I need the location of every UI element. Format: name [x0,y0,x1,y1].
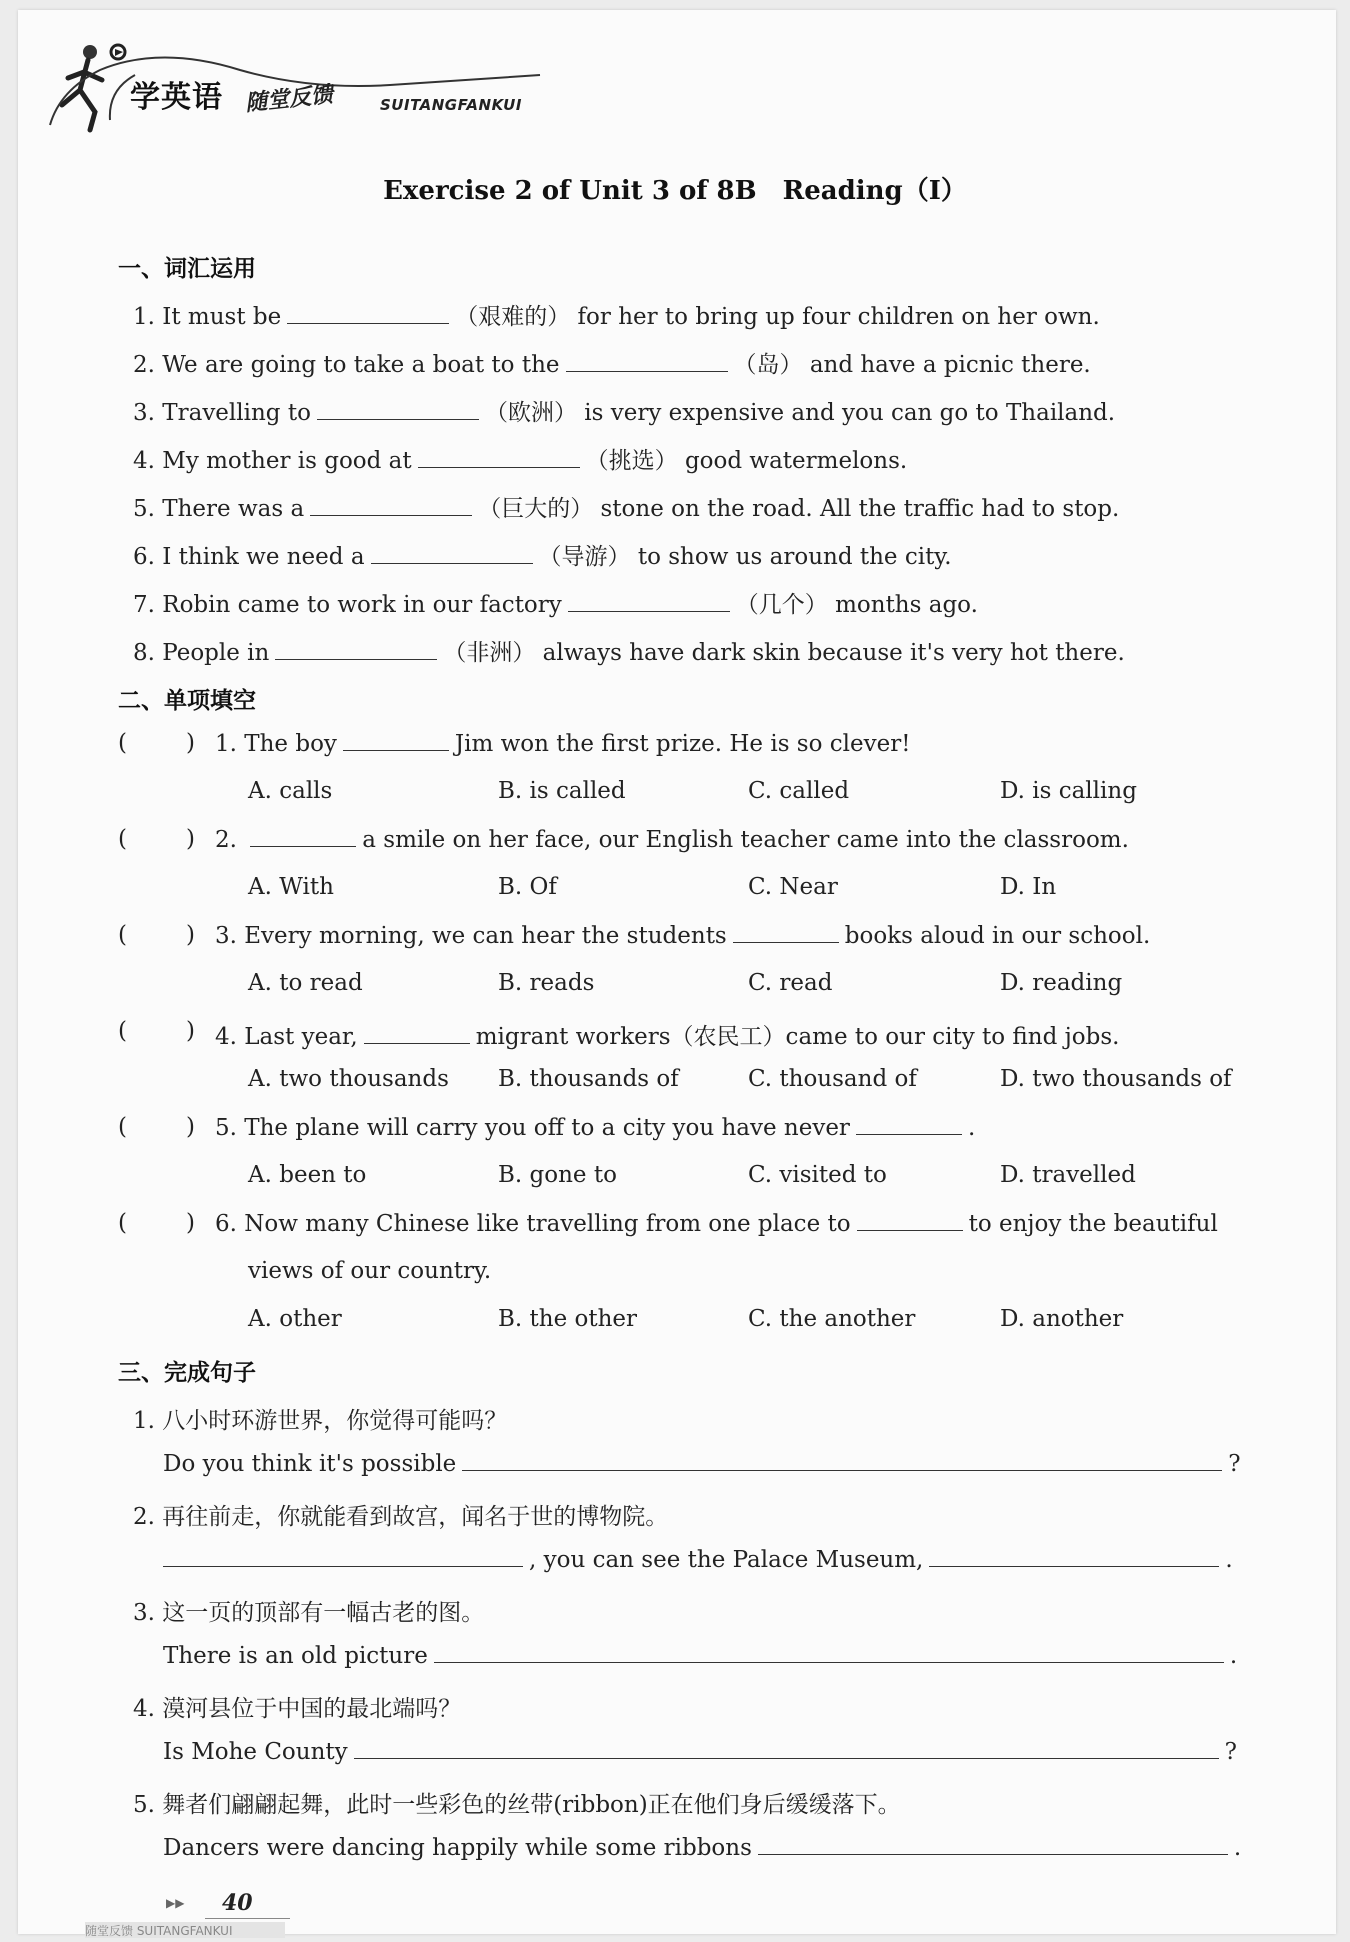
page-number: 40 [222,1890,253,1916]
sentence-chinese: 3. 这一页的顶部有一幅古老的图。 [133,1600,485,1626]
answer-paren-open[interactable]: ( [118,1210,127,1236]
sentence-chinese: 1. 八小时环游世界，你觉得可能吗？ [133,1408,508,1434]
answer-paren-open[interactable]: ( [118,1018,127,1044]
answer-blank [343,730,449,751]
answer-blank[interactable] [462,1450,1222,1471]
choice-question: 6. Now many Chinese like travelling from one place to to enjoy the beautiful [215,1211,1218,1237]
option-b[interactable]: B. gone to [498,1162,617,1188]
footer-divider [205,1918,290,1919]
answer-paren-open[interactable]: ( [118,730,127,756]
option-c[interactable]: C. read [748,970,833,996]
option-b[interactable]: B. thousands of [498,1066,679,1092]
option-d[interactable]: D. reading [1000,970,1123,996]
choice-question: 4. Last year, migrant workers（农民工）came to our city to find jobs. [215,1024,1120,1050]
answer-blank[interactable] [566,351,728,372]
answer-blank[interactable] [568,591,730,612]
answer-paren-open[interactable]: ( [118,826,127,852]
answer-paren-close: ) [186,1210,195,1236]
answer-paren-close: ) [186,922,195,948]
option-b[interactable]: B. the other [498,1306,638,1332]
sentence-chinese: 5. 舞者们翩翩起舞，此时一些彩色的丝带(ribbon)正在他们身后缓缓落下。 [133,1792,901,1818]
answer-blank [250,826,356,847]
option-a[interactable]: A. two thousands [248,1066,449,1092]
option-d[interactable]: D. is calling [1000,778,1137,804]
answer-paren-close: ) [186,826,195,852]
sentence-chinese: 4. 漠河县位于中国的最北端吗？ [133,1696,462,1722]
exercise-title: Exercise 2 of Unit 3 of 8B Reading（Ⅰ） [383,176,967,206]
page-arrow-icon: ▶▶ [166,1896,185,1910]
brand-pinyin: SUITANGFANKUI [380,96,522,114]
sentence-english: Do you think it's possible ? [163,1451,1241,1477]
sentence-english: , you can see the Palace Museum, . [163,1546,1233,1573]
answer-paren-close: ) [186,1018,195,1044]
vocab-item: 6. I think we need a （导游） to show us around the city. [133,544,952,570]
option-d[interactable]: D. two thousands of [1000,1066,1232,1092]
option-d[interactable]: D. In [1000,874,1057,900]
choice-question: 1. The boy Jim won the first prize. He is so clever! [215,731,911,757]
option-a[interactable]: A. other [248,1306,342,1332]
option-c[interactable]: C. visited to [748,1162,887,1188]
option-a[interactable]: A. With [248,874,334,900]
brand-title: 学英语 [130,80,223,115]
section-choice-heading: 二、单项填空 [118,688,256,714]
option-c[interactable]: C. thousand of [748,1066,917,1092]
option-b[interactable]: B. Of [498,874,557,900]
choice-question: 3. Every morning, we can hear the students books aloud in our school. [215,923,1151,949]
option-c[interactable]: C. the another [748,1306,916,1332]
answer-blank[interactable] [758,1834,1228,1855]
vocab-item: 1. It must be （艰难的） for her to bring up four children on her own. [133,304,1100,330]
answer-blank [364,1023,470,1044]
option-c[interactable]: C. Near [748,874,838,900]
answer-blank [733,922,839,943]
option-d[interactable]: D. another [1000,1306,1124,1332]
answer-paren-open[interactable]: ( [118,1114,127,1140]
brand-subtitle: 随堂反馈 [244,82,335,117]
sentence-english: There is an old picture . [163,1643,1238,1669]
choice-question: 2. a smile on her face, our English teacher came into the classroom. [215,827,1129,853]
answer-blank[interactable] [434,1642,1224,1663]
vocab-item: 7. Robin came to work in our factory （几个） months ago. [133,592,978,618]
header-logo [40,30,600,140]
answer-blank[interactable] [275,639,437,660]
answer-blank[interactable] [418,447,580,468]
answer-blank[interactable] [317,399,479,420]
sentence-english: Dancers were dancing happily while some ribbons . [163,1835,1242,1861]
sentence-chinese: 2. 再往前走，你就能看到故宫，闻名于世的博物院。 [133,1504,669,1530]
footer-tag: 随堂反馈 SUITANGFANKUI [85,1922,285,1938]
option-b[interactable]: B. is called [498,778,626,804]
answer-blank [856,1114,962,1135]
answer-blank[interactable] [929,1546,1219,1567]
section-vocab-heading: 一、词汇运用 [118,256,256,282]
option-a[interactable]: A. been to [248,1162,367,1188]
choice-question-continued: views of our country. [248,1258,492,1284]
answer-blank[interactable] [310,495,472,516]
option-a[interactable]: A. to read [248,970,363,996]
option-a[interactable]: A. calls [248,778,333,804]
vocab-item: 8. People in （非洲） always have dark skin because it's very hot there. [133,640,1125,666]
answer-paren-open[interactable]: ( [118,922,127,948]
answer-paren-close: ) [186,730,195,756]
option-c[interactable]: C. called [748,778,850,804]
answer-blank [857,1210,963,1231]
answer-blank[interactable] [371,543,533,564]
sentence-english: Is Mohe County ? [163,1739,1237,1765]
option-d[interactable]: D. travelled [1000,1162,1136,1188]
option-b[interactable]: B. reads [498,970,595,996]
vocab-item: 5. There was a （巨大的） stone on the road. All the traffic had to stop. [133,496,1120,522]
vocab-item: 2. We are going to take a boat to the （岛） and have a picnic there. [133,352,1091,378]
choice-question: 5. The plane will carry you off to a city you have never . [215,1115,976,1141]
section-sentence-heading: 三、完成句子 [118,1360,256,1386]
answer-blank[interactable] [287,303,449,324]
answer-paren-close: ) [186,1114,195,1140]
answer-blank[interactable] [163,1546,523,1567]
vocab-item: 3. Travelling to （欧洲） is very expensive and you can go to Thailand. [133,400,1116,426]
answer-blank[interactable] [354,1738,1219,1759]
vocab-item: 4. My mother is good at （挑选） good watermelons. [133,448,908,474]
